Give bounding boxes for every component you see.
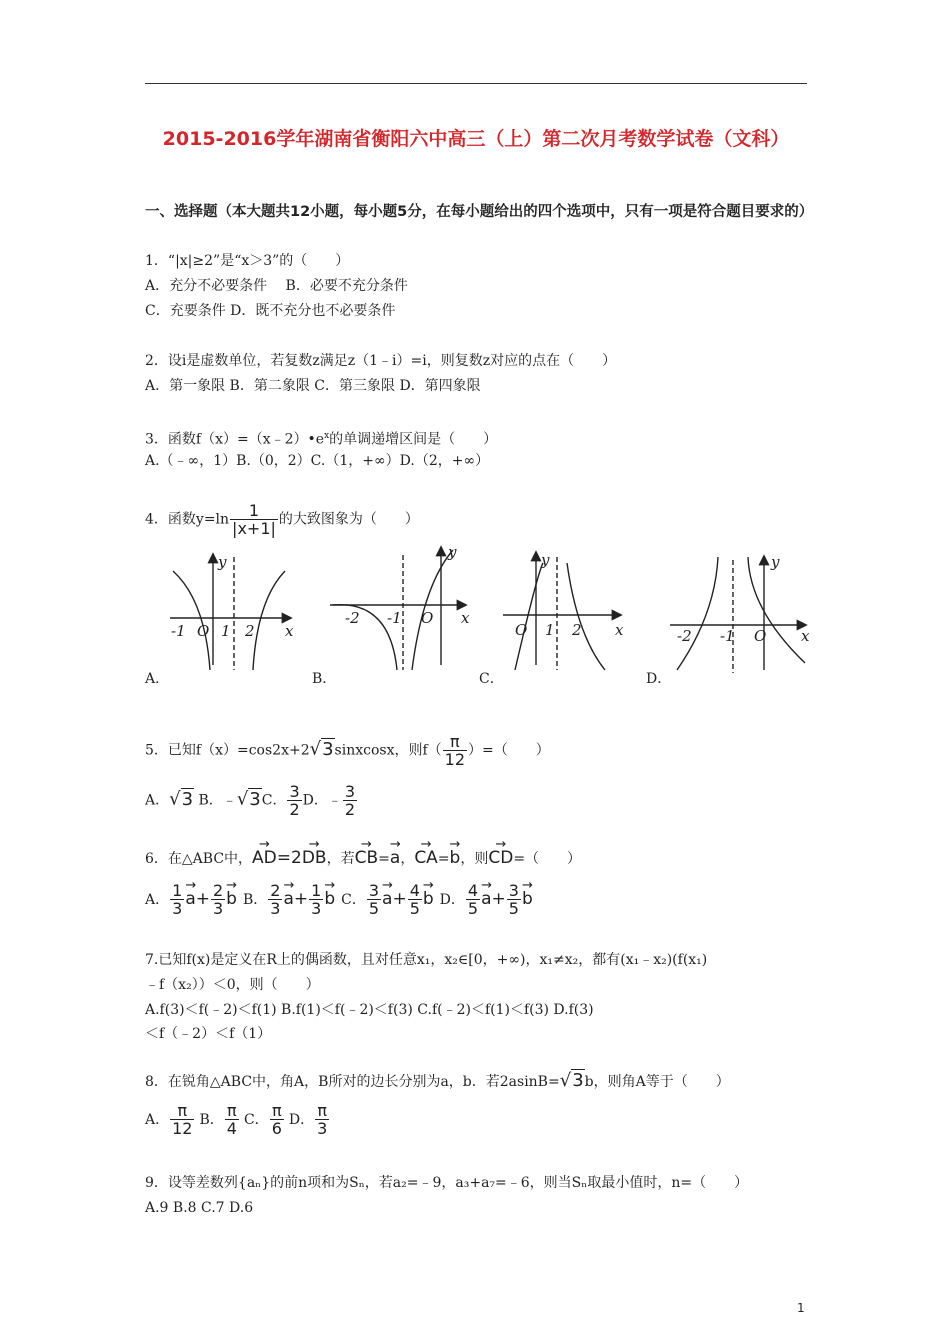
q4-a-tick-2: 1 xyxy=(221,622,231,640)
q4-stem-pre: 4．函数y=ln xyxy=(145,511,230,528)
q4-c-y: y xyxy=(541,551,550,569)
q8-sqrt: √3 xyxy=(559,1070,584,1091)
q5-options xyxy=(145,783,358,818)
q4-a-o: O xyxy=(197,622,210,640)
q7-line-2: ﹣f（x₂））＜0，则（ ） xyxy=(145,977,320,993)
q8-option-frac: $\frac{\pi}{4}$ xyxy=(226,1101,237,1138)
q4-label-a: A． xyxy=(145,671,170,687)
section-heading: 一、选择题（本大题共12小题，每小题5分，在每小题给出的四个选项中，只有一项是符合题目要求的） xyxy=(145,204,814,220)
vector-b: → b xyxy=(522,889,533,909)
q4-d-tick-1: -2 xyxy=(677,627,692,645)
q4-b-tick-2: -1 xyxy=(387,609,402,627)
q8-option-frac: $\frac{\pi}{12}$ xyxy=(172,1101,193,1138)
q8-option-frac: $\frac{\pi}{3}$ xyxy=(317,1101,328,1138)
q4-frac-num: 1 xyxy=(230,502,278,520)
q6-coef-2: $\frac{2}{3}$ xyxy=(212,881,224,918)
q4-frac-den: |x+1| xyxy=(232,519,276,538)
vector-cd: → CD xyxy=(488,848,513,868)
q8-option xyxy=(243,1101,285,1138)
q1-stem: 1．“|x|≥2”是“x＞3”的（ ） xyxy=(145,253,350,269)
q7-options-1: A.f(3)＜f(﹣2)＜f(1) B.f(1)＜f(﹣2)＜f(3) C.f(﹣2)＜f(1)＜f(3) D.f(3) xyxy=(145,1002,594,1018)
q6-stem-pre: 6．在△ABC中， xyxy=(145,851,253,867)
q4-graph-c xyxy=(503,553,620,670)
vector-cb: → CB xyxy=(355,848,379,868)
q5-opt-a: A． xyxy=(145,792,170,809)
q1-options-1: A．充分不必要条件 B．必要不充分条件 xyxy=(145,278,408,294)
q3-stem xyxy=(145,426,497,450)
vector-db: → DB xyxy=(302,848,327,868)
q8-option-label: A． xyxy=(145,1111,170,1128)
q5-opt-d-frac: $\frac{3}{2}$ xyxy=(344,782,356,819)
q4-label-d: D． xyxy=(646,671,672,687)
q4-graph-svg xyxy=(165,545,815,675)
q4-b-tick-1: -2 xyxy=(345,609,360,627)
q2-options: A．第一象限 B．第二象限 C．第三象限 D．第四象限 xyxy=(145,378,481,394)
q5-stem-mid: sinxcosx，则f（ xyxy=(334,742,442,759)
q4-a-tick-3: 2 xyxy=(245,622,255,640)
q5-stem-pre: 5．已知f（x）=cos2x+2 xyxy=(145,742,310,759)
q6-stem xyxy=(145,848,581,869)
q4-b-x: x xyxy=(461,609,470,627)
q6-eq-a: = xyxy=(378,851,390,867)
vector-ad: → AD xyxy=(252,848,277,868)
q4-c-o: O xyxy=(515,621,528,639)
q8-stem xyxy=(145,1071,730,1092)
q6-coef-2: $\frac{1}{3}$ xyxy=(311,881,322,918)
q4-c-tick-2: 2 xyxy=(572,621,582,639)
q8-option xyxy=(145,1101,195,1138)
q6-tail: =（ ） xyxy=(513,851,582,867)
page-title: 2015-2016学年湖南省衡阳六中高三（上）第二次月考数学试卷（文科） xyxy=(162,128,790,150)
q4-b-y: y xyxy=(448,545,457,561)
vector-a: → a xyxy=(481,889,491,909)
q5-fraction: $\frac{\pi}{12}$ xyxy=(444,732,466,769)
q8-options xyxy=(145,1102,334,1137)
header-rule xyxy=(145,83,807,84)
q4-label-b: B． xyxy=(312,671,337,687)
q4-a-x: x xyxy=(285,622,294,640)
q8-stem-post: b，则角A等于（ ） xyxy=(584,1074,730,1090)
q6-option-label: C． xyxy=(341,891,366,908)
vector-b: → b xyxy=(324,889,335,909)
q6-eq: =2 xyxy=(276,848,302,868)
q9-options: A.9 B.8 C.7 D.6 xyxy=(145,1200,254,1216)
q6-option: D． $\frac{4}{5}$ → a+ $\frac{3}{5}$ → b xyxy=(440,892,533,908)
q5-opt-a-sqrt: √3 xyxy=(169,788,194,810)
q4-a-y: y xyxy=(218,553,227,571)
q4-a-tick-1: -1 xyxy=(171,622,186,640)
vector-b: → b xyxy=(226,889,237,909)
q4-fraction xyxy=(230,502,278,537)
q3-stem-post: 的单调递增区间是（ ） xyxy=(329,431,498,448)
q4-d-y: y xyxy=(771,553,780,571)
q3-exponent: x xyxy=(324,431,330,441)
q6-option: A． $\frac{1}{3}$ → a+ $\frac{2}{3}$ → b xyxy=(145,892,237,908)
q6-coef-1: $\frac{4}{5}$ xyxy=(467,881,479,918)
q6-coef-2: $\frac{4}{5}$ xyxy=(409,881,420,918)
q5-opt-c-frac: $\frac{3}{2}$ xyxy=(289,782,300,819)
q8-option xyxy=(288,1101,330,1138)
q4-label-c: C． xyxy=(479,671,504,687)
q5-sqrt: √3 xyxy=(309,738,334,760)
q6-option: C． $\frac{3}{5}$ → a+ $\frac{4}{5}$ → b xyxy=(341,892,434,908)
vector-a: → a xyxy=(283,889,293,909)
vector-ca: → CA xyxy=(414,848,438,868)
q1-options-2: C．充要条件 D．既不充分也不必要条件 xyxy=(145,303,396,319)
q4-graph-a xyxy=(170,555,290,670)
q3-options: A.（﹣∞，1）B.（0，2）C.（1，+∞）D.（2，+∞） xyxy=(145,453,490,469)
q6-options xyxy=(145,882,539,917)
q6-option-label: D． xyxy=(439,891,465,908)
q5-opt-b-sqrt: √3 xyxy=(236,788,261,810)
q6-eq-b: = xyxy=(437,851,450,867)
q4-c-tick-1: 1 xyxy=(545,621,555,639)
vector-a: → a xyxy=(382,889,392,909)
q4-graph-d xyxy=(670,557,805,673)
q7-options-2: ＜f（﹣2）＜f（1） xyxy=(145,1026,272,1042)
q8-option-label: C． xyxy=(243,1111,269,1128)
q4-b-o: O xyxy=(421,609,434,627)
q6-option: B． $\frac{2}{3}$ → a+ $\frac{1}{3}$ → b xyxy=(243,892,335,908)
q8-option-label: D． xyxy=(288,1111,315,1128)
q8-option-label: B． xyxy=(199,1111,224,1128)
q6-coef-2: $\frac{3}{5}$ xyxy=(508,881,519,918)
q4-graphs xyxy=(165,545,815,675)
q5-opt-c: C． xyxy=(261,792,287,809)
page-number: 1 xyxy=(797,1301,805,1315)
q5-stem xyxy=(145,733,550,768)
vector-a: → a xyxy=(390,848,400,868)
q3-stem-pre: 3．函数f（x）=（x﹣2）•e xyxy=(145,431,325,448)
q6-ze: ，则 xyxy=(460,851,489,867)
q5-stem-post: ）=（ ） xyxy=(468,742,550,759)
q6-coef-1: $\frac{1}{3}$ xyxy=(172,881,183,918)
vector-b: → b xyxy=(450,848,461,868)
q8-option-frac: $\frac{\pi}{6}$ xyxy=(271,1101,282,1138)
q9-stem: 9．设等差数列{aₙ}的前n项和为Sₙ，若a₂=﹣9，a₃+a₇=﹣6，则当Sₙ取最小值时，n=（ ） xyxy=(145,1175,749,1191)
q4-d-x: x xyxy=(801,627,810,645)
q8-option xyxy=(199,1101,239,1138)
q4-c-x: x xyxy=(615,621,624,639)
q6-option-label: B． xyxy=(242,891,268,908)
q8-stem-pre: 8．在锐角△ABC中，角A，B所对的边长分别为a，b．若2asinB= xyxy=(145,1074,560,1090)
q6-comma: ， xyxy=(400,851,415,867)
q6-coef-1: $\frac{2}{3}$ xyxy=(270,881,281,918)
q4-stem xyxy=(145,502,419,537)
q5-opt-b: B．﹣ xyxy=(198,792,237,809)
q4-d-tick-2: -1 xyxy=(720,627,735,645)
q6-coef-1: $\frac{3}{5}$ xyxy=(368,881,380,918)
q6-ruo: ，若 xyxy=(326,851,355,867)
vector-a: → a xyxy=(185,889,195,909)
q4-d-o: O xyxy=(754,627,767,645)
q7-line-1: 7.已知f(x)是定义在R上的偶函数，且对任意x₁，x₂∈[0，+∞)，x₁≠x₂，都有(x₁﹣x₂)(f(x₁) xyxy=(145,952,708,968)
q6-option-label: A． xyxy=(145,891,170,908)
q2-stem: 2．设i是虚数单位，若复数z满足z（1﹣i）=i，则复数z对应的点在（ ） xyxy=(145,353,617,369)
vector-b: → b xyxy=(423,889,434,909)
q5-opt-d: D．﹣ xyxy=(302,792,342,809)
q4-stem-post: 的大致图象为（ ） xyxy=(278,511,419,528)
